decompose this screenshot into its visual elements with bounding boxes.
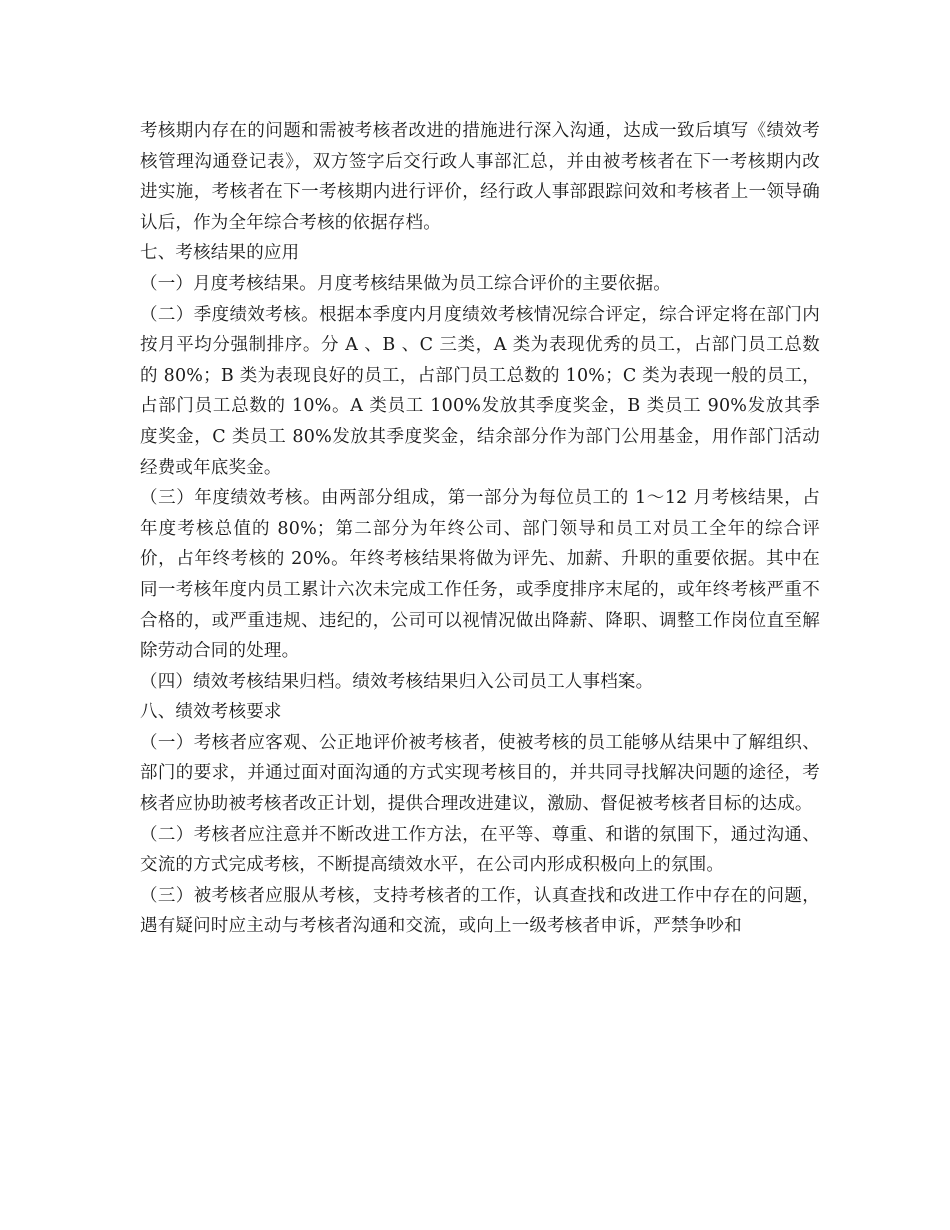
paragraph-results-archiving: （四）绩效考核结果归档。绩效考核结果归入公司员工人事档案。 bbox=[140, 671, 654, 692]
paragraph-quarterly-evaluation: （二）季度绩效考核。根据本季度内月度绩效考核情况综合评定，综合评定将在部门内按月平均分强制排序。分 A 、B 、C 三类，A 类为表现优秀的员工，占部门员工总数的 80%；B 类为表现良好的员工，占部门员工总数的 10%；C 类为表现一般的员工，占部门员工总数的 10%。A 类员工 100%发放其季度奖金，B 类员工 90%发放其季度奖金，C 类员工 80%发放其季度奖金，结余部分作为部门公用基金，用作部门活动经费或年底奖金。 bbox=[140, 304, 820, 478]
document-body bbox=[140, 116, 820, 942]
paragraph-requirement-1: （一）考核者应客观、公正地评价被考核者，使被考核的员工能够从结果中了解组织、部门的要求，并通过面对面沟通的方式实现考核目的，并共同寻找解决问题的途径，考核者应协助被考核者改正计划，提供合理改进建议，激励、督促被考核者目标的达成。 bbox=[140, 732, 820, 815]
paragraph-evaluation-archiving: 考核期内存在的问题和需被考核者改进的措施进行深入沟通，达成一致后填写《绩效考核管理沟通登记表》，双方签字后交行政人事部汇总，并由被考核者在下一考核期内改进实施，考核者在下一考核期内进行评价，经行政人事部跟踪问效和考核者上一领导确认后，作为全年综合考核的依据存档。 bbox=[140, 121, 820, 233]
section-heading-7: 七、考核结果的应用 bbox=[140, 243, 300, 264]
paragraph-requirement-2: （二）考核者应注意并不断改进工作方法，在平等、尊重、和谐的氛围下，通过沟通、交流的方式完成考核，不断提高绩效水平，在公司内形成积极向上的氛围。 bbox=[140, 824, 820, 876]
paragraph-requirement-3: （三）被考核者应服从考核，支持考核者的工作，认真查找和改进工作中存在的问题，遇有疑问时应主动与考核者沟通和交流，或向上一级考核者申诉，严禁争吵和 bbox=[140, 885, 820, 937]
paragraph-annual-evaluation: （三）年度绩效考核。由两部分组成，第一部分为每位员工的 1～12 月考核结果，占年度考核总值的 80%；第二部分为年终公司、部门领导和员工对员工全年的综合评价，占年终考核的 20%。年终考核结果将做为评先、加薪、升职的重要依据。其中在同一考核年度内员工累计六次未完成工作任务，或季度排序末尾的，或年终考核严重不合格的，或严重违规、违纪的，公司可以视情况做出降薪、降职、调整工作岗位直至解除劳动合同的处理。 bbox=[140, 488, 820, 662]
paragraph-monthly-results: （一）月度考核结果。月度考核结果做为员工综合评价的主要依据。 bbox=[140, 273, 671, 294]
section-heading-8: 八、绩效考核要求 bbox=[140, 702, 282, 723]
